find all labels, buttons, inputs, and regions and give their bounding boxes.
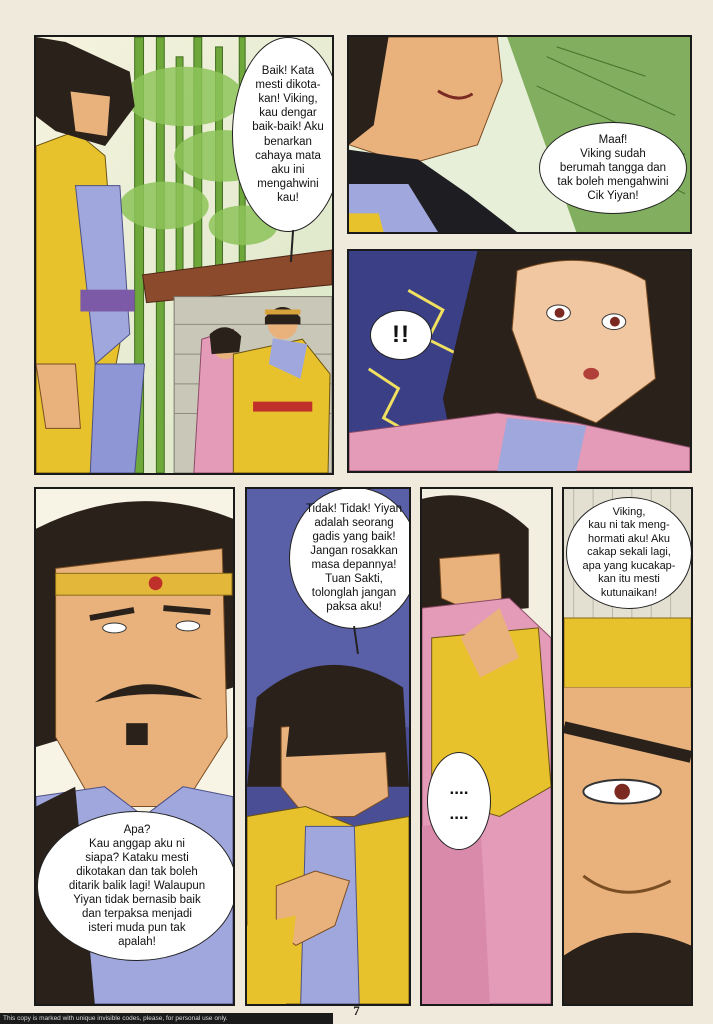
speech-bubble-5: Tidak! Tidak! Yiyan adalah seorang gadis yang baik! Jangan rosakkan masa depannya! Tuan Sakti, tolonglah jangan paksa aku! <box>289 487 411 629</box>
woman-silent-illustration <box>422 489 551 1004</box>
speech-bubble-2: Maaf! Viking sudah berumah tangga dan tak boleh mengahwini Cik Yiyan! <box>539 122 687 214</box>
copyright-notice: This copy is marked with unique invisible codes, please, for personal use only. <box>0 1013 333 1024</box>
panel-2 <box>347 35 692 234</box>
silence-bubble: .... .... <box>427 752 491 850</box>
speech-bubble-1: Baik! Kata mesti dikota- kan! Viking, kau dengar baik-baik! Aku benarkan cahaya mata aku ini mengahwini kau! <box>232 37 334 232</box>
page-number: 7 <box>353 1003 360 1018</box>
exclamation-bubble: !! <box>370 310 432 360</box>
panel-6 <box>420 487 553 1006</box>
woman-surprised-illustration <box>349 251 690 471</box>
panel-1 <box>34 35 334 475</box>
panel-5 <box>245 487 411 1006</box>
panel-7 <box>562 487 693 1006</box>
panel-4 <box>34 487 235 1006</box>
speech-bubble-7: Viking, kau ni tak meng- hormati aku! Aku cakap sekali lagi, apa yang kucakap- kan itu mesti kutunaikan! <box>566 497 692 609</box>
panel-3 <box>347 249 692 473</box>
speech-bubble-4: Apa? Kau anggap aku ni siapa? Kataku mesti dikotakan dan tak boleh ditarik balik lagi! Walaupun Yiyan tidak bernasib baik dan terpaksa menjadi isteri muda pun tak apalah! <box>37 811 235 961</box>
